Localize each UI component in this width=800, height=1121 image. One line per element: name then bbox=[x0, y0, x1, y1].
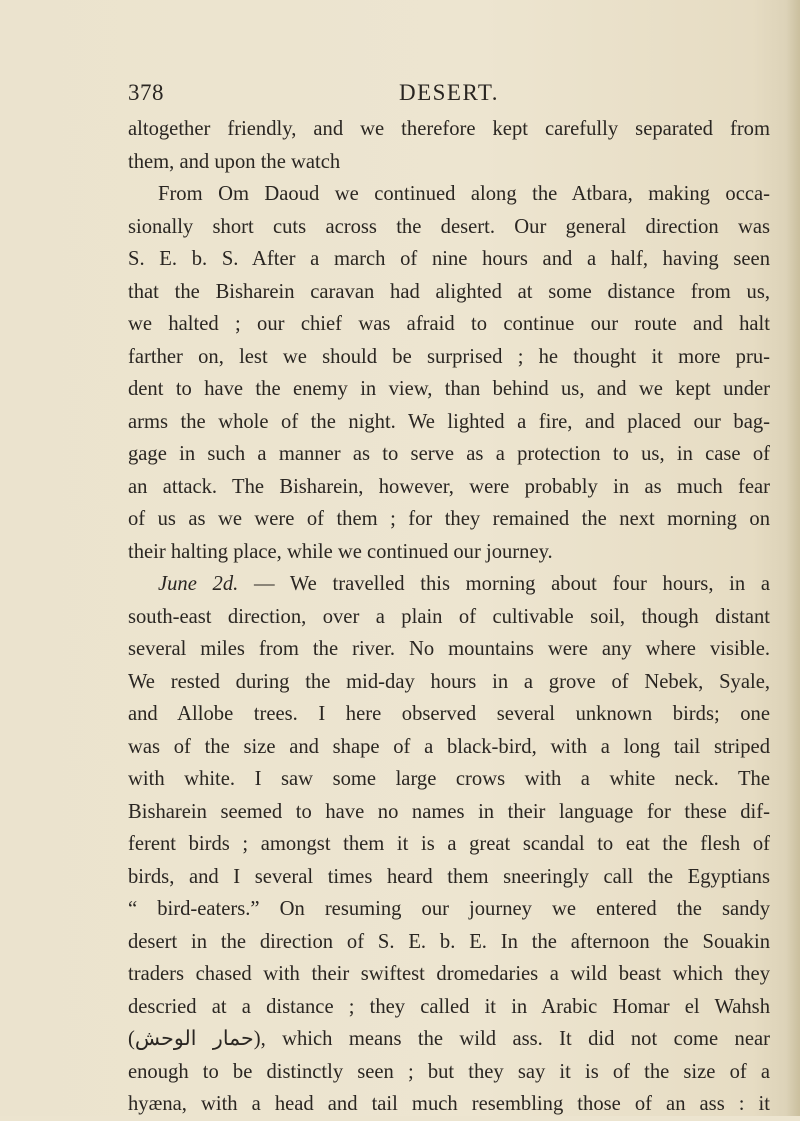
text-line bbox=[128, 601, 770, 634]
line-text: gage in such a manner as to serve as a protection to us, in case of bbox=[128, 443, 770, 465]
text-line bbox=[128, 536, 770, 569]
text-line bbox=[128, 438, 770, 471]
line-text: We rested during the mid-day hours in a grove of Nebek, Syale, bbox=[128, 670, 770, 693]
line-text: ferent birds ; amongst them it is a great scandal to eat the flesh of bbox=[128, 833, 770, 855]
line-text: with white. I saw some large crows with a white neck. The bbox=[128, 768, 770, 790]
line-text: south-east direction, over a plain of cultivable soil, though distant bbox=[128, 605, 770, 628]
line-text: sionally short cuts across the desert. Our general direction was bbox=[128, 215, 770, 238]
line-text: (حمار الوحش), which means the wild ass. It did not come near bbox=[128, 1028, 770, 1050]
line-text: enough to be distinctly seen ; but they say it is of the size of a bbox=[128, 1060, 770, 1083]
text-line bbox=[128, 503, 770, 536]
line-text: farther on, lest we should be surprised ; he thought it more pru- bbox=[128, 345, 770, 368]
page-number: 378 bbox=[128, 80, 164, 105]
line-text: Bisharein seemed to have no names in their language for these dif- bbox=[128, 800, 770, 823]
line-text: dent to have the enemy in view, than behind us, and we kept under bbox=[128, 378, 770, 400]
text-line bbox=[128, 893, 770, 926]
line-text: them, and upon the watch bbox=[128, 150, 341, 173]
text-line bbox=[128, 471, 770, 504]
text-line bbox=[128, 243, 770, 276]
line-text: From Om Daoud we continued along the Atbara, making occa- bbox=[158, 183, 770, 205]
line-text: desert in the direction of S. E. b. E. In the afternoon the Souakin bbox=[128, 930, 770, 953]
text-line bbox=[128, 828, 770, 861]
text-line bbox=[128, 958, 770, 991]
line-text: we halted ; our chief was afraid to continue our route and halt bbox=[128, 313, 770, 335]
text-line bbox=[128, 861, 770, 894]
text-line bbox=[128, 731, 770, 764]
line-text: several miles from the river. No mountains were any where visible. bbox=[128, 638, 770, 660]
line-text: hyæna, with a head and tail much resembling those of an ass : it bbox=[128, 1093, 770, 1115]
line-text: — We travelled this morning about four hours, in a bbox=[238, 573, 770, 595]
text-line bbox=[128, 698, 770, 731]
page-header bbox=[128, 80, 770, 110]
page-edge-shadow bbox=[786, 0, 800, 1116]
line-text: that the Bisharein caravan had alighted at some distance from us, bbox=[128, 280, 770, 303]
date-heading: June 2d. bbox=[158, 573, 239, 595]
line-text: traders chased with their swiftest dromedaries a wild beast which they bbox=[128, 963, 770, 985]
text-line bbox=[128, 926, 770, 959]
running-head: DESERT. bbox=[398, 80, 500, 105]
line-text: S. E. b. S. After a march of nine hours and a half, having seen bbox=[128, 248, 770, 270]
text-line bbox=[128, 666, 770, 699]
text-line bbox=[128, 341, 770, 374]
text-line bbox=[128, 991, 770, 1024]
line-text: their halting place, while we continued our journey. bbox=[128, 540, 553, 563]
text-line bbox=[128, 308, 770, 341]
text-line bbox=[128, 633, 770, 666]
line-text: and Allobe trees. I here observed several unknown birds; one bbox=[128, 703, 770, 725]
line-text: of us as we were of them ; for they remained the next morning on bbox=[128, 508, 770, 530]
line-text: arms the whole of the night. We lighted a fire, and placed our bag- bbox=[128, 410, 770, 433]
text-line bbox=[128, 146, 770, 179]
text-line bbox=[128, 373, 770, 406]
text-line bbox=[128, 406, 770, 439]
line-text: “ bird-eaters.” On resuming our journey we entered the sandy bbox=[128, 898, 770, 920]
text-line bbox=[128, 1056, 770, 1089]
line-text: was of the size and shape of a black-bird, with a long tail striped bbox=[128, 735, 770, 758]
text-line bbox=[128, 568, 770, 601]
text-line bbox=[128, 211, 770, 244]
line-text: altogether friendly, and we therefore kept carefully separated from bbox=[128, 118, 770, 140]
text-line bbox=[128, 276, 770, 309]
text-line bbox=[128, 178, 770, 211]
line-text: birds, and I several times heard them sneeringly call the Egyptians bbox=[128, 865, 770, 888]
text-line bbox=[128, 763, 770, 796]
line-text: descried at a distance ; they called it in Arabic Homar el Wahsh bbox=[128, 995, 770, 1018]
text-line bbox=[128, 796, 770, 829]
text-line bbox=[128, 113, 770, 146]
body-text bbox=[128, 113, 770, 1121]
line-text: an attack. The Bisharein, however, were probably in as much fear bbox=[128, 475, 770, 498]
text-line bbox=[128, 1023, 770, 1056]
